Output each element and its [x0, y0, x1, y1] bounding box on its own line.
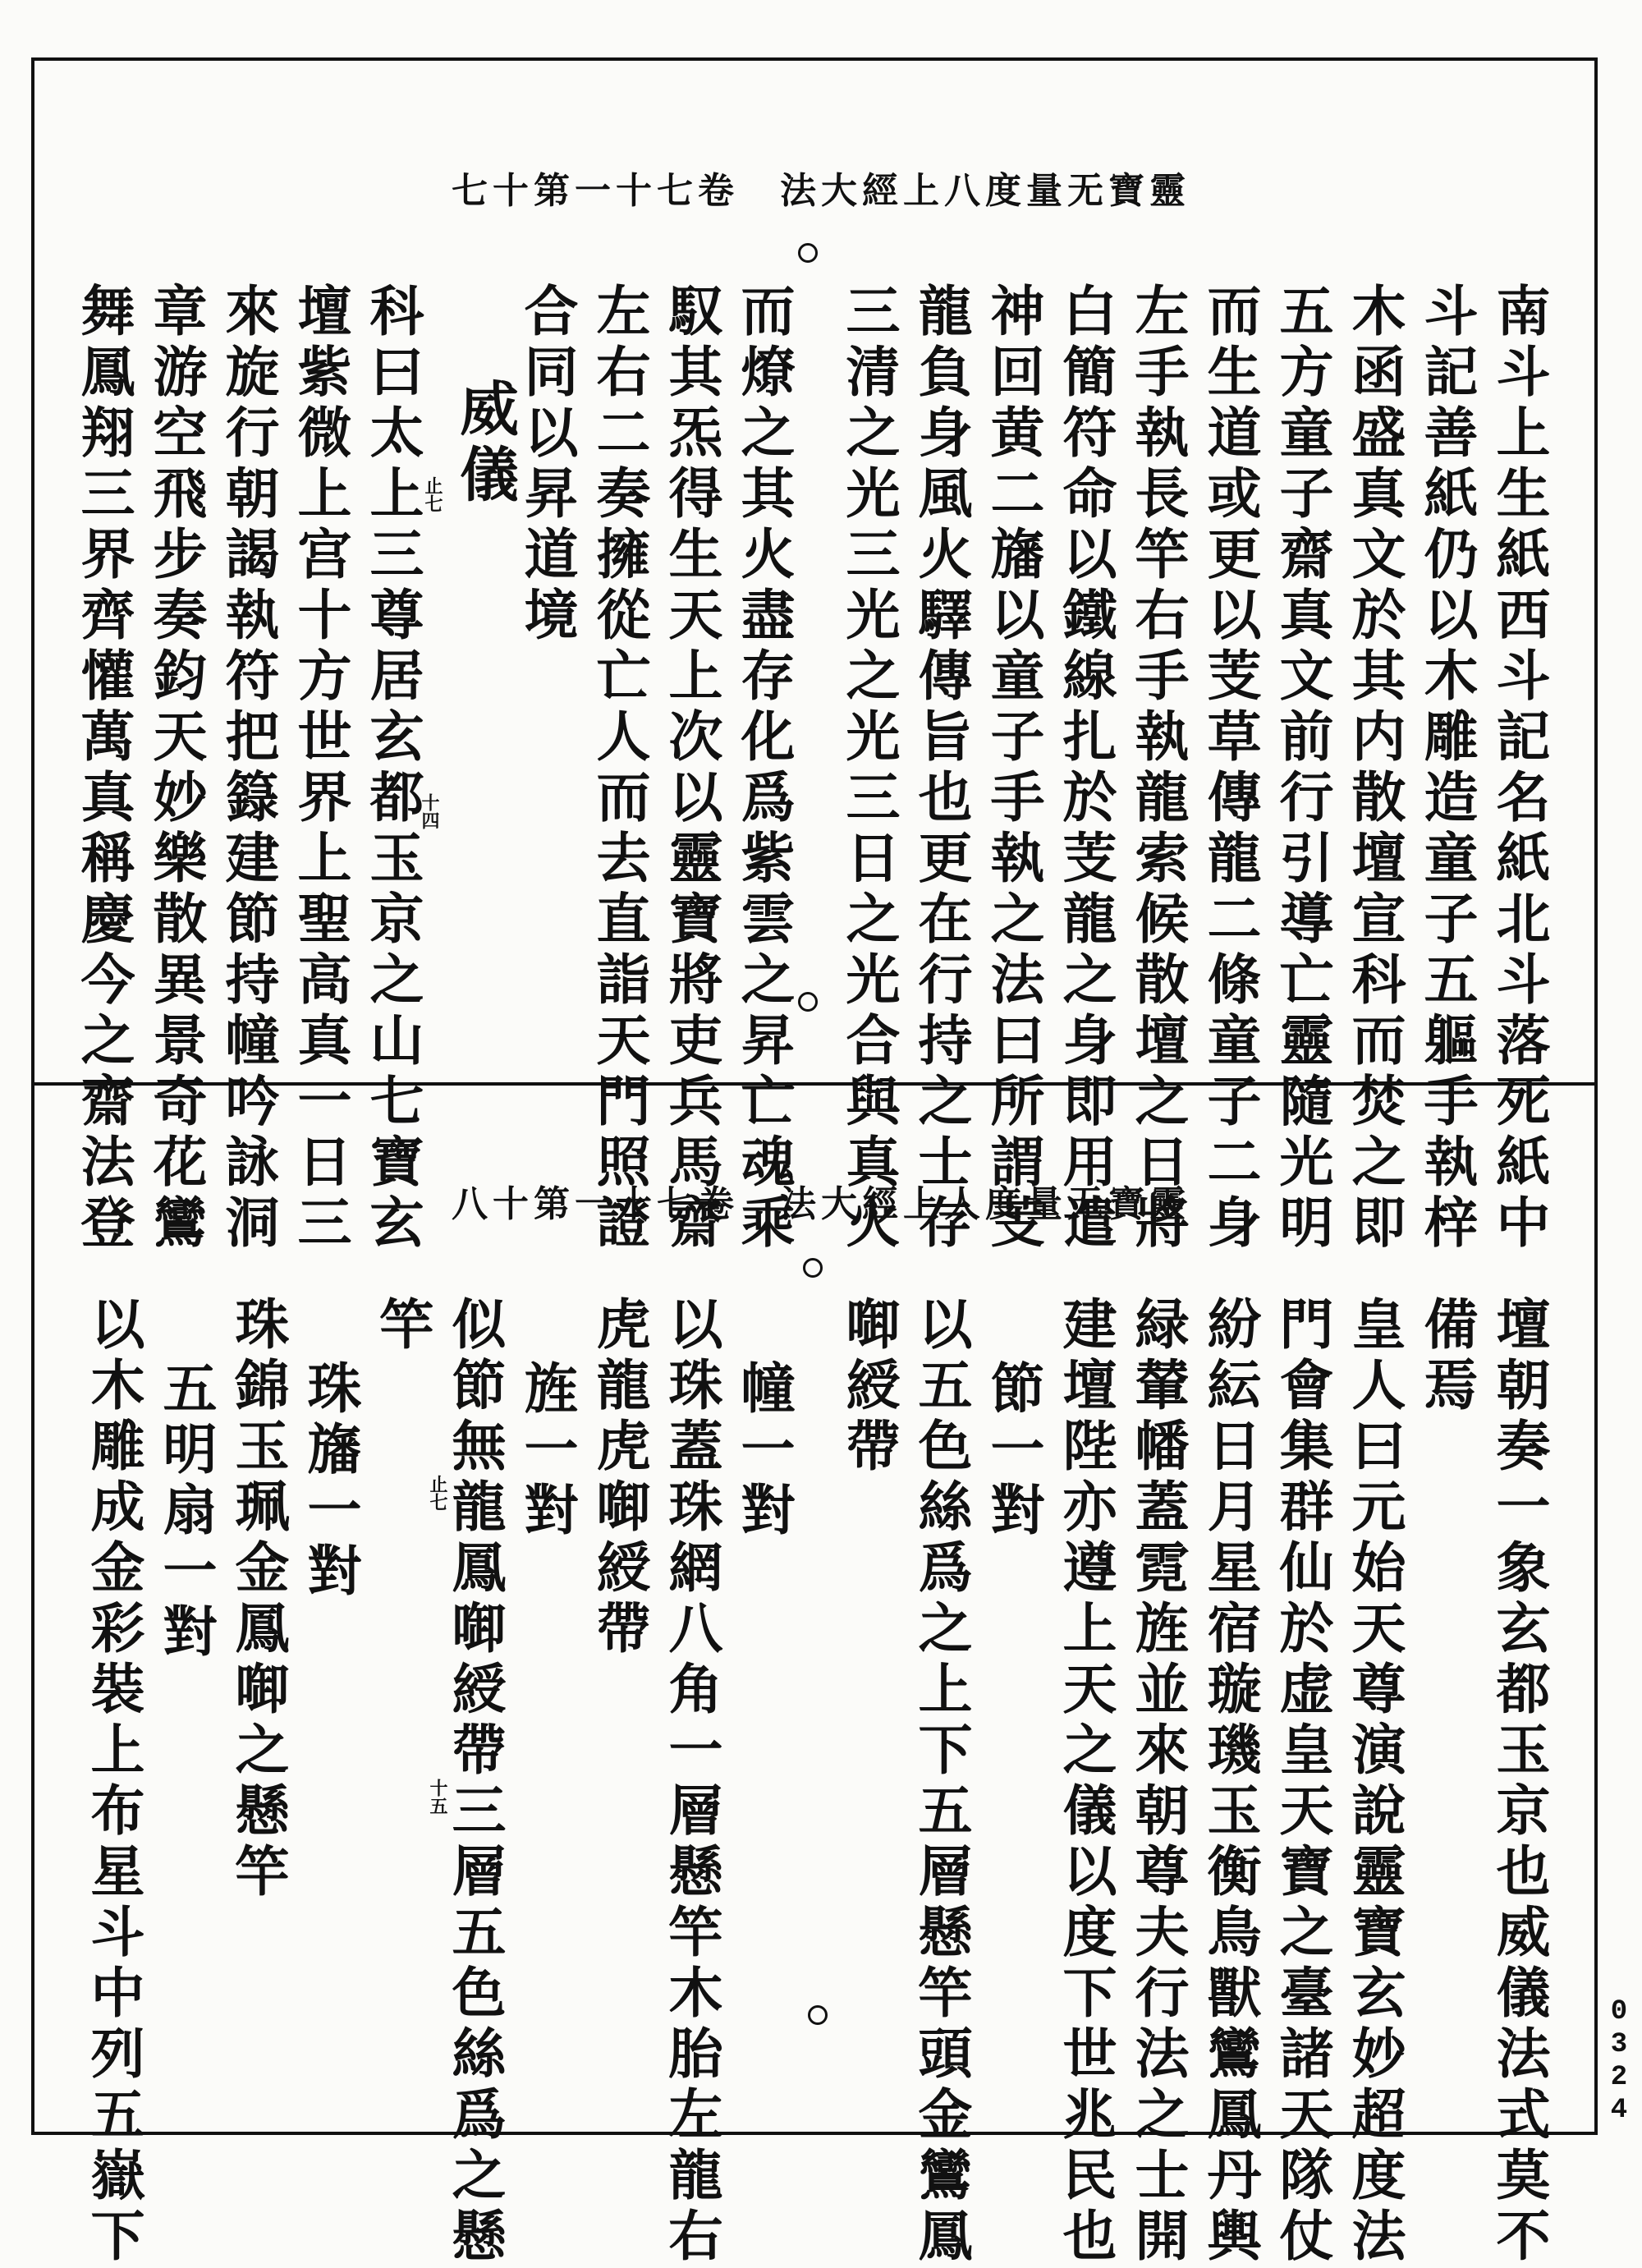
- panel-1-column: 左右二奏擁從亡人而去直詣天門照證: [587, 282, 651, 1255]
- panel-1-column: 壇紫微上宫十方世界上聖高真一日三: [288, 282, 352, 1255]
- panel-1-header-right: 法大經上八度量无寶靈: [780, 170, 1190, 212]
- panel-2-column: 壇朝奏一象玄都玉京也威儀法式莫不: [1487, 1296, 1551, 2268]
- panel-1-header-left: 七十第一十七卷: [452, 170, 739, 212]
- panel-1-column: 而燎之其火盡存化爲紫雲之昇亡魂乘: [732, 282, 796, 1255]
- panel-2-column: 門會集群仙於虚皇天寶之臺諸天隊仗: [1270, 1296, 1334, 2268]
- panel-1-column: 科曰太上三尊居玄都玉京之山七寶玄: [360, 282, 424, 1255]
- panel-1-folio-note: 十四: [419, 793, 440, 829]
- panel-1-column: 合同以昇道境: [515, 282, 579, 647]
- panel-1-column: 木函盛真文於其内散壇宣科而焚之即: [1342, 282, 1406, 1255]
- panel-2-circle-marker-bottom: [808, 2005, 828, 2025]
- panel-1-header: [0, 161, 1642, 213]
- panel-1-column: 來旋行朝謁執符把籙建節持幢吟詠洞: [216, 282, 280, 1255]
- panel-2-column: 以木雕成金彩裝上布星斗中列五嶽下: [81, 1296, 145, 2268]
- panel-2-header-left: 八十第一十七卷: [452, 1183, 739, 1225]
- panel-2-circle-marker-top: [803, 1258, 823, 1278]
- panel-1-circle-marker-top: [798, 243, 818, 263]
- page-number-digit: 0: [1610, 1996, 1628, 2027]
- panel-2-column: 珠錦玉珮金鳳啣之懸竿: [226, 1296, 290, 1903]
- panel-1-column: 白簡符命以鐵線扎於芰龍之身即用遣: [1053, 282, 1117, 1255]
- panel-2-column: 緑輦幡蓋霓旌並來朝尊夫行法之士開: [1126, 1296, 1190, 2268]
- panel-2-header: [0, 1174, 1642, 1227]
- panel-2-column: 紛紜日月星宿璇璣玉衡鳥獸鸞鳳丹輿: [1198, 1296, 1262, 2268]
- panel-2-column: 似節無龍鳳啣綬帶三層五色絲爲之懸: [443, 1296, 507, 2268]
- panel-2-column: 啣綬帶: [837, 1296, 901, 1478]
- panel-1-column: 而生道或更以芰草傳龍二條童子二身: [1198, 282, 1262, 1255]
- panel-1-column: 舞鳳翔三界齊懽萬真稱慶今之齋法登: [71, 282, 135, 1255]
- panel-2-heading: 節一對: [981, 1360, 1045, 1542]
- panel-2-folio-note: 止七: [427, 1475, 448, 1511]
- panel-2-column: 建壇陛亦遵上天之儀以度下世兆民也: [1053, 1296, 1117, 2268]
- panel-2-heading: 五明扇一對: [154, 1360, 218, 1664]
- panel-1-column: 龍負身風火驛傳旨也更在行持之士存: [909, 282, 973, 1255]
- page-number-digit: 3: [1610, 2029, 1628, 2060]
- panel-1-section-heading: 威儀: [450, 378, 520, 509]
- panel-2-heading: 幢一對: [732, 1360, 796, 1542]
- page-number-digit: 4: [1610, 2095, 1628, 2126]
- panel-2-column: 以珠蓋珠網八角一層懸竿木胎左龍右: [659, 1296, 723, 2268]
- panel-1-column: 馭其炁得生天上次以靈寶將吏兵馬齋: [659, 282, 723, 1255]
- panel-1-column: 三清之光三光之光三日之光合與真火: [837, 282, 901, 1255]
- panel-1-column: 神回黄二旛以童子手執之法曰所謂芰: [981, 282, 1045, 1255]
- panel-2-column: 備焉: [1415, 1296, 1479, 1417]
- panel-2-column: 皇人曰元始天尊演說靈寶玄妙超度法: [1342, 1296, 1406, 2268]
- page-number-digit: 2: [1610, 2062, 1628, 2093]
- panel-1-circle-marker-bottom: [798, 992, 818, 1012]
- panel-1-column: 五方童子齋真文前行引導亡靈隨光明: [1270, 282, 1334, 1255]
- panel-2-column: 虎龍虎啣綬帶: [587, 1296, 651, 1660]
- panel-2-column: 竿: [370, 1296, 434, 1357]
- panel-2-header-right: 法大經上人度量无寶靈: [780, 1183, 1190, 1225]
- panel-2-folio-note: 十五: [427, 1779, 448, 1815]
- panel-1-column: 章游空飛步奏鈞天妙樂散異景奇花鸞: [144, 282, 208, 1255]
- panel-2-heading: 珠旛一對: [298, 1360, 362, 1603]
- panel-1-column: 斗記善紙仍以木雕造童子五軀手執梓: [1415, 282, 1479, 1255]
- page-number: [1603, 1995, 1635, 2127]
- panel-1-column: 南斗上生紙西斗記名紙北斗落死紙中: [1487, 282, 1551, 1255]
- panel-2-column: 以五色絲爲之上下五層懸竿頭金鸞鳳: [909, 1296, 973, 2268]
- panel-2-heading: 旌一對: [515, 1360, 579, 1542]
- panel-1-folio-note: 止七: [422, 476, 443, 512]
- panel-1-column: 左手執長竿右手執龍索候散壇之日將: [1126, 282, 1190, 1255]
